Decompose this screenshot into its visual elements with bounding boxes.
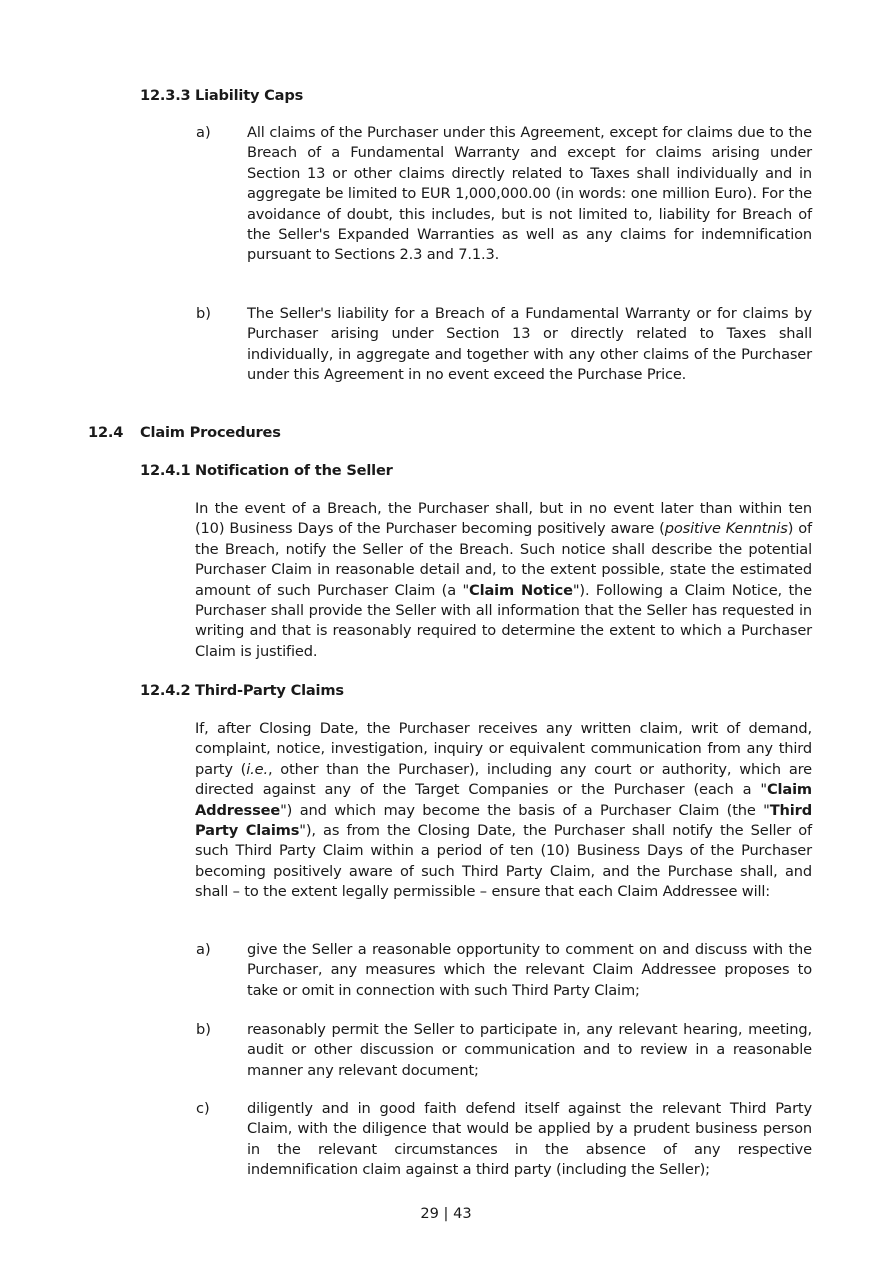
list-marker: a) xyxy=(196,124,211,141)
clause-paragraph: diligently and in good faith defend itself against the relevant Third Party Claim, with the diligence that would be applied by a prudent business person in the relevant circumstances in the absence of any respective indemnification claim against a third party (including the Seller); xyxy=(247,1100,812,1179)
list-marker: a) xyxy=(196,941,211,958)
section-heading-12-4-1 xyxy=(140,461,393,481)
section-title: Liability Caps xyxy=(195,87,304,104)
defined-term: Claim Addressee xyxy=(195,781,812,819)
clause-paragraph: In the event of a Breach, the Purchaser shall, but in no event later than within ten (10) Business Days of the Purchaser becoming positively aware (positive Kenntnis) of the Breach, notify the Seller of the Breach. Such notice shall describe the potential Purchaser Claim in reasonable detail and, to the extent possible, state the estimated amount of such Purchaser Claim (a "Claim Notice"). Following a Claim Notice, the Purchaser shall provide the Seller with all information that the Seller has requested in writing and that is reasonably required to determine the extent to which a Purchaser Claim is justified. xyxy=(195,500,812,660)
clause-paragraph: reasonably permit the Seller to participate in, any relevant hearing, meeting, audit or other discussion or communication and to review in a reasonable manner any relevant document; xyxy=(247,1021,812,1079)
section-title: Third-Party Claims xyxy=(195,682,344,699)
section-heading-12-3-3 xyxy=(140,86,303,106)
clause-paragraph: If, after Closing Date, the Purchaser receives any written claim, writ of demand, complaint, notice, investigation, inquiry or equivalent communication from any third party (i.e., other than the Purchaser), including any court or authority, which are directed against any of the Target Companies or the Purchaser (each a "Claim Addressee") and which may become the basis of a Purchaser Claim (the "Third Party Claims"), as from the Closing Date, the Purchaser shall notify the Seller of such Third Party Claim within a period of ten (10) Business Days of the Purchaser becoming positively aware of such Third Party Claim, and the Purchase shall, and shall – to the extent legally permissible – ensure that each Claim Addressee will: xyxy=(195,720,812,901)
section-number: 12.4.1 xyxy=(140,462,191,479)
clause-paragraph: The Seller's liability for a Breach of a Fundamental Warranty or for claims by Purchaser arising under Section 13 or directly related to Taxes shall individually, in aggregate and together with any other claims of the Purchaser under this Agreement in no event exceed the Purchase Price. xyxy=(247,305,812,384)
defined-term: Third Party Claims xyxy=(195,801,812,840)
clause-paragraph: give the Seller a reasonable opportunity to comment on and discuss with the Purchaser, any measures which the relevant Claim Addressee proposes to take or omit in connection with such Third Party Claim; xyxy=(247,941,812,999)
section-title: Notification of the Seller xyxy=(195,462,393,479)
italic-term: i.e. xyxy=(246,760,268,778)
section-number: 12.4.2 xyxy=(140,682,191,699)
italic-term: positive Kenntnis xyxy=(664,520,788,538)
list-marker: b) xyxy=(196,1021,211,1038)
section-heading-12-4 xyxy=(88,423,281,443)
list-marker: b) xyxy=(196,305,211,322)
page-number: 29 | 43 xyxy=(420,1205,472,1222)
section-title: Claim Procedures xyxy=(140,424,281,441)
section-heading-12-4-2 xyxy=(140,681,344,701)
defined-term: Claim Notice xyxy=(469,581,573,599)
list-marker: c) xyxy=(196,1100,210,1117)
section-number: 12.4 xyxy=(88,424,124,441)
section-number: 12.3.3 xyxy=(140,87,191,104)
clause-paragraph: All claims of the Purchaser under this Agreement, except for claims due to the Breach of a Fundamental Warranty and except for claims arising under Section 13 or other claims directly related to Taxes shall individually and in aggregate be limited to EUR 1,000,000.00 (in words: one million Euro). For the avoidance of doubt, this includes, but is not limited to, liability for Breach of the Seller's Expanded Warranties as well as any claims for indemnification pursuant to Sections 2.3 and 7.1.3. xyxy=(247,124,812,264)
